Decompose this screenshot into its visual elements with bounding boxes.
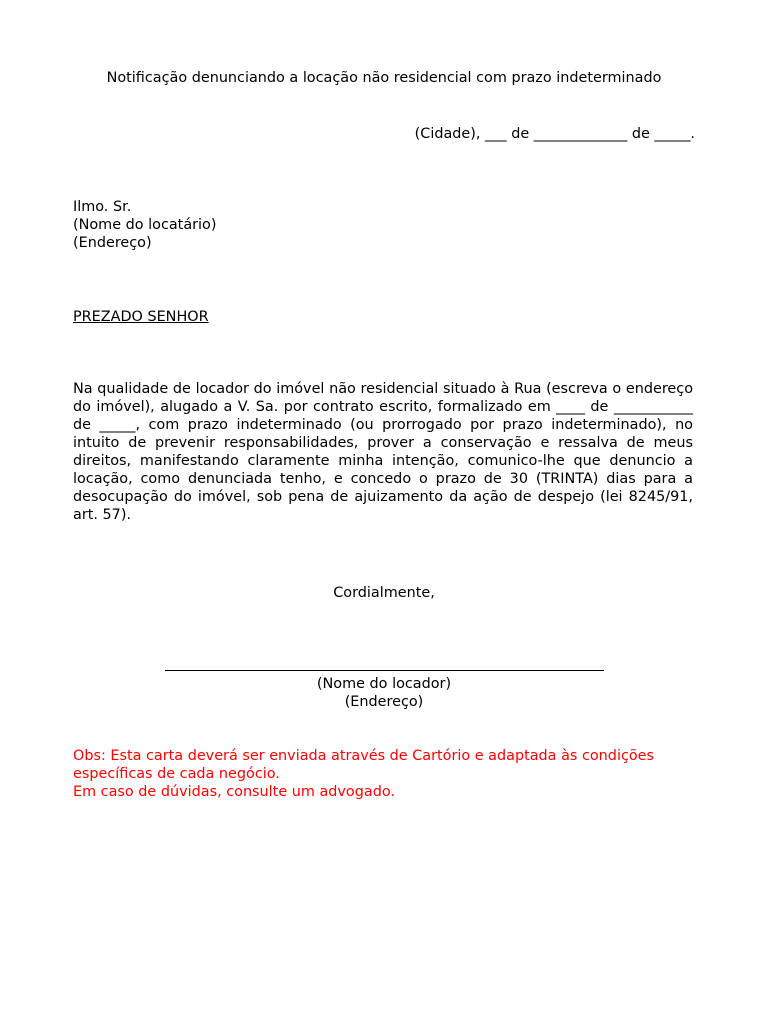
signature-name: (Nome do locador)	[316, 676, 452, 692]
obs-line-2: Em caso de dúvidas, consulte um advogado.	[73, 784, 395, 800]
closing: Cordialmente,	[333, 585, 435, 601]
signature-line	[165, 670, 604, 671]
recipient-greeting: Ilmo. Sr.	[73, 199, 132, 215]
obs-line-1: Obs: Esta carta deverá ser enviada através de Cartório e adaptada às condições específicas de cada negócio.	[73, 748, 655, 782]
recipient-block	[73, 198, 216, 252]
recipient-name: (Nome do locatário)	[73, 217, 217, 233]
salutation: PREZADO SENHOR	[73, 309, 209, 325]
signature-address: (Endereço)	[344, 694, 424, 710]
obs-note	[73, 747, 713, 801]
document-title: Notificação denunciando a locação não residencial com prazo indeterminado	[106, 70, 662, 86]
body-paragraph: Na qualidade de locador do imóvel não residencial situado à Rua (escreva o endereço do imóvel), alugado a V. Sa. por contrato escrito, formalizado em ____ de ___________ de _____, com prazo indeterminado (ou prorrogado por prazo indeterminado), no intuito de prevenir responsabilidades, prover a conservação e ressalva de meus direitos, manifestando claramente minha intenção, comunico-lhe que denuncio a locação, como denunciada tenho, e concedo o prazo de 30 (TRINTA) dias para a desocupação do imóvel, sob pena de ajuizamento da ação de despejo (lei 8245/91, art. 57).	[73, 381, 693, 523]
signature-block	[0, 675, 768, 711]
date-line: (Cidade), ___ de _____________ de _____.	[414, 126, 695, 142]
recipient-address: (Endereço)	[73, 235, 152, 251]
